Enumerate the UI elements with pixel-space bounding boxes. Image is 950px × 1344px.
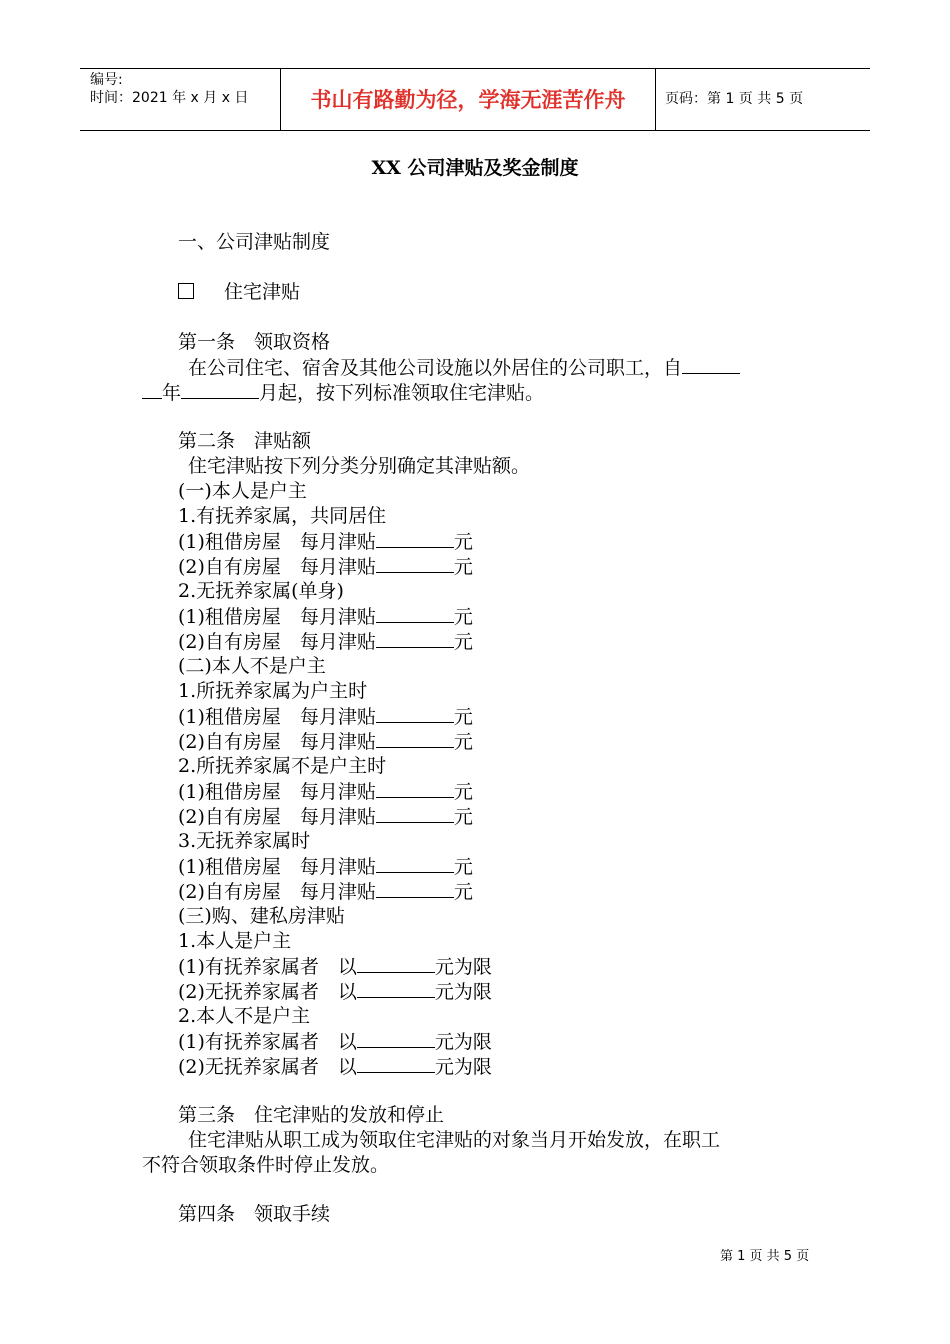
allowance-row [178, 729, 473, 755]
limit-row [178, 1054, 492, 1080]
limit-row [178, 954, 492, 980]
article-1-text-cont [142, 380, 544, 406]
fill-blank [376, 804, 454, 823]
unit-label: 元 [453, 706, 473, 728]
allowance-label: (2)自有房屋 每月津贴 [178, 556, 376, 578]
article-3-text-cont: 不符合领取条件时停止发放。 [142, 1154, 390, 1176]
fill-blank [682, 355, 740, 374]
allowance-row [178, 779, 473, 805]
fill-blank [376, 854, 454, 873]
header-motto-cell [280, 69, 656, 130]
allowance-row [178, 529, 473, 555]
subgroup-heading: 2.所抚养家属不是户主时 [178, 755, 387, 777]
group-heading: (三)购、建私房津贴 [178, 905, 345, 927]
page-header [80, 68, 870, 131]
fill-blank [357, 979, 435, 998]
subgroup-heading: 1.有抚养家属，共同居住 [178, 505, 387, 527]
article-1-text-part: 月起，按下列标准领取住宅津贴。 [259, 382, 545, 404]
article-4-title: 第四条 领取手续 [178, 1203, 331, 1225]
fill-blank [376, 729, 454, 748]
fill-blank [376, 779, 454, 798]
subgroup-heading: 2.无抚养家属(单身) [178, 580, 344, 602]
limit-unit: 元为限 [434, 1031, 492, 1053]
checkbox-icon [178, 283, 194, 299]
limit-unit: 元为限 [434, 1056, 492, 1078]
article-2-intro: 住宅津贴按下列分类分别确定其津贴额。 [188, 455, 531, 477]
fill-blank [376, 554, 454, 573]
unit-label: 元 [453, 806, 473, 828]
limit-label: (2)无抚养家属者 以 [178, 1056, 357, 1078]
page-footer: 第 1 页 共 5 页 [720, 1249, 810, 1264]
allowance-label: (2)自有房屋 每月津贴 [178, 731, 376, 753]
allowance-label: (2)自有房屋 每月津贴 [178, 806, 376, 828]
time-label: 时间：2021 年 x 月 x 日 [90, 90, 249, 106]
article-1-text [188, 355, 740, 381]
fill-blank [376, 604, 454, 623]
group-heading: (二)本人不是户主 [178, 655, 326, 677]
article-3-title: 第三条 住宅津贴的发放和停止 [178, 1104, 445, 1126]
page-code: 页码：第 1 页 共 5 页 [665, 91, 804, 107]
allowance-label: (1)租借房屋 每月津贴 [178, 781, 376, 803]
article-2-title: 第二条 津贴额 [178, 430, 312, 452]
allowance-row [178, 704, 473, 730]
limit-label: (2)无抚养家属者 以 [178, 981, 357, 1003]
fill-blank [142, 380, 162, 399]
article-3-text: 住宅津贴从职工成为领取住宅津贴的对象当月开始发放，在职工 [188, 1129, 721, 1151]
allowance-row [178, 854, 473, 880]
allowance-row [178, 879, 473, 905]
unit-label: 元 [453, 556, 473, 578]
subsection-label: 住宅津贴 [224, 281, 301, 303]
subsection-heading [178, 280, 300, 305]
unit-label: 元 [453, 781, 473, 803]
allowance-row [178, 604, 473, 630]
limit-unit: 元为限 [434, 981, 492, 1003]
subgroup-heading: 1.本人是户主 [178, 930, 292, 952]
allowance-row [178, 804, 473, 830]
subgroup-heading: 1.所抚养家属为户主时 [178, 680, 368, 702]
fill-blank [357, 1054, 435, 1073]
article-1-text-part: 在公司住宅、宿舍及其他公司设施以外居住的公司职工，自 [188, 357, 683, 379]
unit-label: 元 [453, 631, 473, 653]
unit-label: 元 [453, 731, 473, 753]
limit-row [178, 1029, 492, 1055]
unit-label: 元 [453, 606, 473, 628]
limit-label: (1)有抚养家属者 以 [178, 1031, 357, 1053]
limit-row [178, 979, 492, 1005]
subgroup-heading: 3.无抚养家属时 [178, 830, 311, 852]
document-title: XX 公司津贴及奖金制度 [371, 157, 579, 179]
limit-label: (1)有抚养家属者 以 [178, 956, 357, 978]
allowance-label: (1)租借房屋 每月津贴 [178, 606, 376, 628]
allowance-row [178, 629, 473, 655]
unit-label: 元 [453, 856, 473, 878]
fill-blank [376, 704, 454, 723]
allowance-label: (2)自有房屋 每月津贴 [178, 881, 376, 903]
article-1-title: 第一条 领取资格 [178, 331, 331, 353]
header-page-cell [655, 69, 870, 130]
limit-unit: 元为限 [434, 956, 492, 978]
unit-label: 元 [453, 881, 473, 903]
serial-number-label: 编号: [90, 72, 123, 88]
allowance-label: (2)自有房屋 每月津贴 [178, 631, 376, 653]
header-meta-cell [80, 69, 280, 130]
fill-blank [357, 954, 435, 973]
allowance-row [178, 554, 473, 580]
unit-label: 元 [453, 531, 473, 553]
section-heading: 一、公司津贴制度 [178, 231, 331, 253]
year-label: 年 [162, 382, 182, 404]
fill-blank [376, 529, 454, 548]
fill-blank [376, 879, 454, 898]
allowance-label: (1)租借房屋 每月津贴 [178, 706, 376, 728]
group-heading: (一)本人是户主 [178, 480, 307, 502]
subgroup-heading: 2.本人不是户主 [178, 1005, 311, 1027]
motto: 书山有路勤为径，学海无涯苦作舟 [310, 88, 626, 112]
allowance-label: (1)租借房屋 每月津贴 [178, 531, 376, 553]
allowance-label: (1)租借房屋 每月津贴 [178, 856, 376, 878]
fill-blank [181, 380, 259, 399]
fill-blank [376, 629, 454, 648]
fill-blank [357, 1029, 435, 1048]
